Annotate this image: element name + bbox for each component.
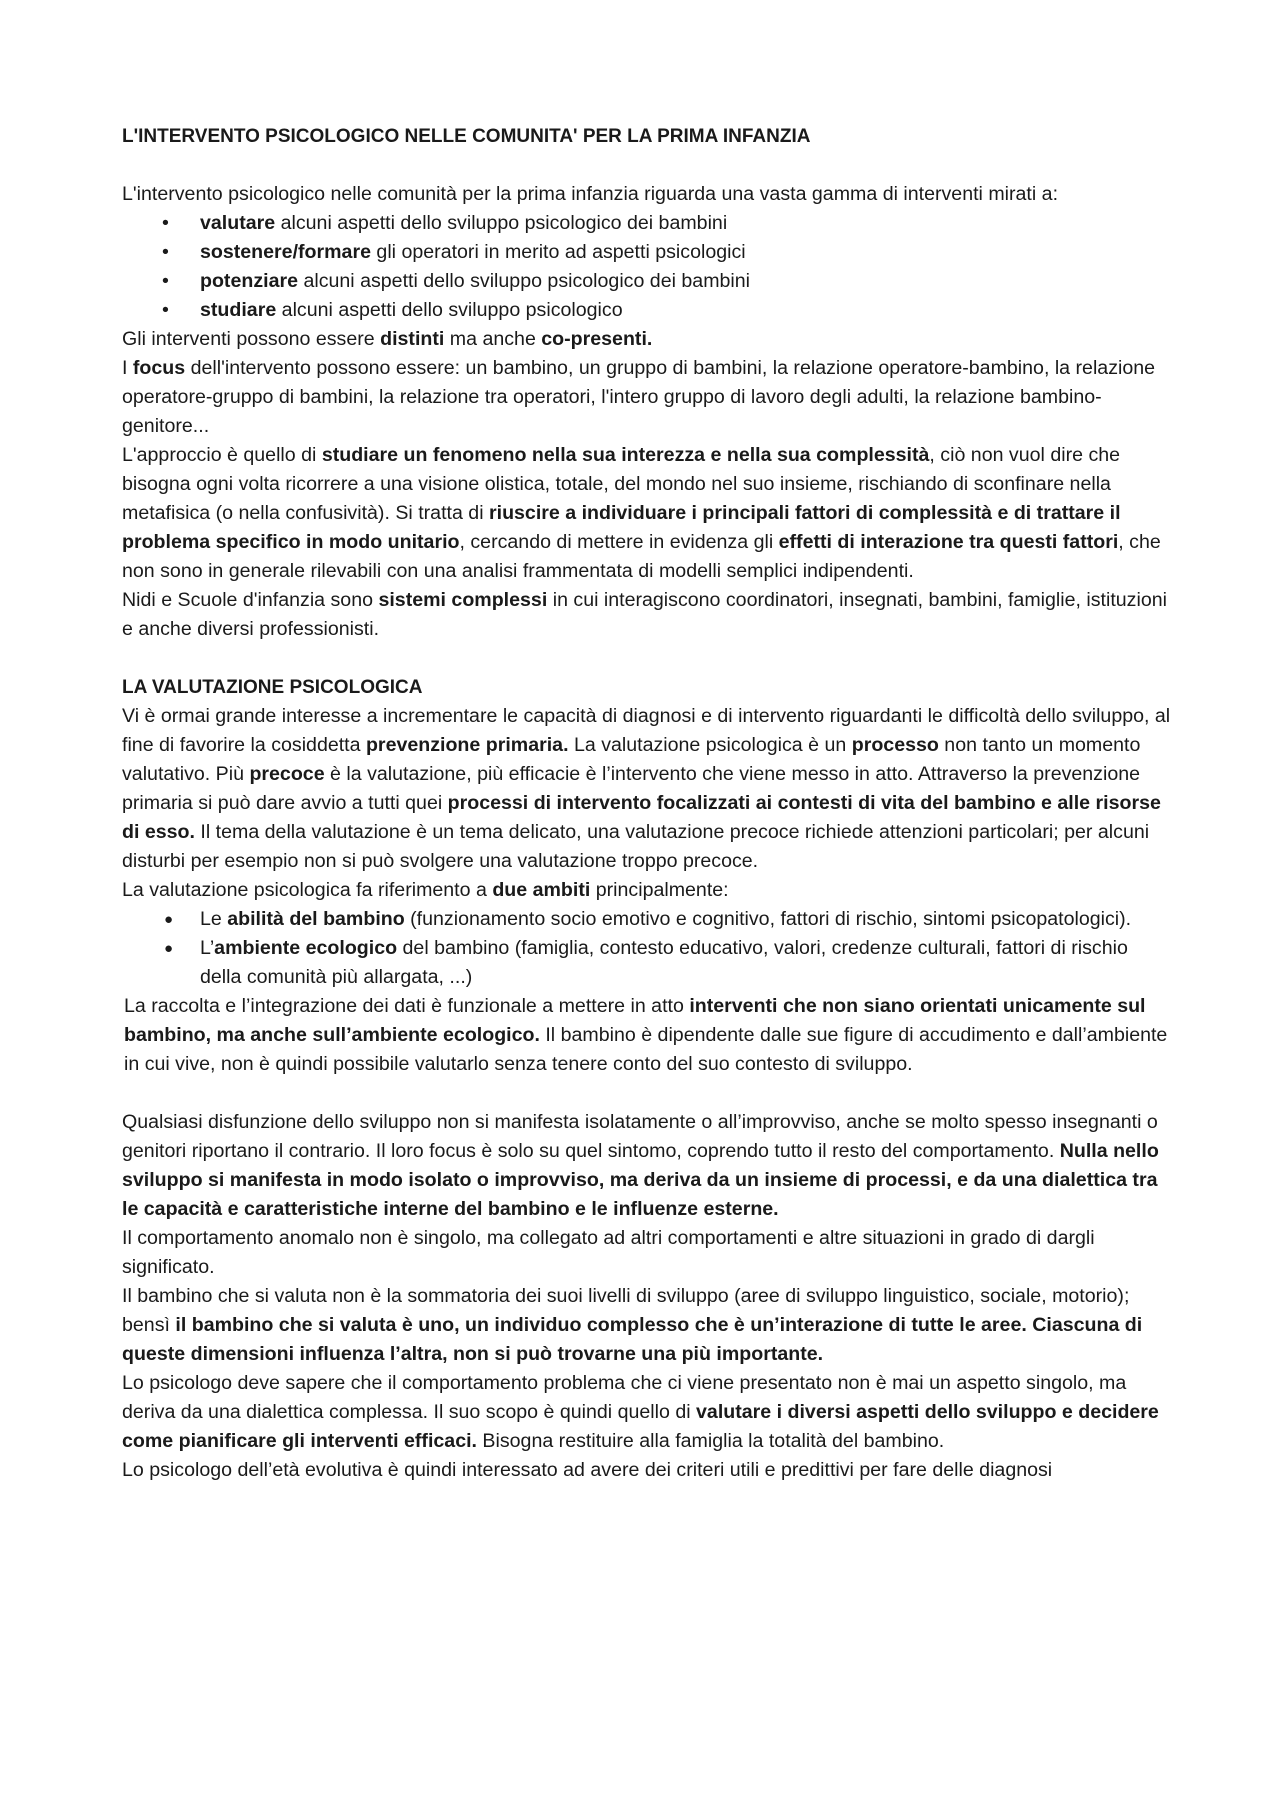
bold-term: valutare — [200, 212, 276, 234]
section-title: LA VALUTAZIONE PSICOLOGICA — [122, 677, 423, 698]
bold-term: potenziare — [200, 270, 298, 292]
ambiti-list — [122, 905, 1172, 992]
intro-paragraph: L'intervento psicologico nelle comunità per la prima infanzia riguarda una vasta gamma di interventi mirati a: — [122, 183, 1059, 205]
list-item — [122, 267, 1172, 296]
document-title: L'INTERVENTO PSICOLOGICO NELLE COMUNITA' PER LA PRIMA INFANZIA — [122, 126, 811, 147]
spacer — [122, 1079, 1172, 1108]
list-item — [122, 296, 1172, 325]
paragraph-sommatoria: Il bambino che si valuta non è la sommatoria dei suoi livelli di sviluppo (aree di sviluppo linguistico, sociale, motorio); bensì il bambino che si valuta è uno, un individuo complesso che è un’interazione di tutte le aree. Ciascuna di queste dimensioni influenza l’altra, non si può trovarne una più importante. — [122, 1285, 1143, 1365]
paragraph-nidi: Nidi e Scuole d'infanzia sono sistemi complessi in cui interagiscono coordinatori, insegnati, bambini, famiglie, istituzioni e anche diversi professionisti. — [122, 589, 1167, 640]
paragraph-valutazione: Vi è ormai grande interesse a incrementare le capacità di diagnosi e di intervento riguardanti le difficoltà dello sviluppo, al fine di favorire la cosiddetta prevenzione primaria. La valutazione psicologica è un processo non tanto un momento valutativo. Più precoce è la valutazione, più efficacie è l’intervento che viene messo in atto. Attraverso la prevenzione primaria si può dare avvio a tutti quei processi di intervento focalizzati ai contesti di vita del bambino e alle risorse di esso. Il tema della valutazione è un tema delicato, una valutazione precoce richiede attenzioni particolari; per alcuni disturbi per esempio non si può svolgere una valutazione troppo precoce. — [122, 705, 1171, 872]
paragraph-psicologo: Lo psicologo deve sapere che il comportamento problema che ci viene presentato non è mai un aspetto singolo, ma deriva da una dialettica complessa. Il suo scopo è quindi quello di valutare i diversi aspetti dello sviluppo e decidere come pianificare gli interventi efficaci. Bisogna restituire alla famiglia la totalità del bambino. — [122, 1372, 1159, 1452]
paragraph-approccio: L'approccio è quello di studiare un fenomeno nella sua interezza e nella sua complessità, ciò non vuol dire che bisogna ogni volta ricorrere a una visione olistica, totale, del mondo nel suo insieme, rischiando di sconfinare nella metafisica (o nella confusività). Si tratta di riuscire a individuare i principali fattori di complessità e di trattare il problema specifico in modo unitario, cercando di mettere in evidenza gli effetti di interazione tra questi fattori, che non sono in generale rilevabili con una analisi frammentata di modelli semplici indipendenti. — [122, 444, 1161, 582]
bold-term: sostenere/formare — [200, 241, 371, 263]
spacer — [122, 644, 1172, 673]
list-item: ● L’ambiente ecologico del bambino (famiglia, contesto educativo, valori, credenze culturali, fattori di rischio della comunità più allargata, ...) — [122, 934, 1172, 992]
item-text: gli operatori in merito ad aspetti psicologici — [370, 241, 746, 263]
item-text: alcuni aspetti dello sviluppo psicologico — [276, 299, 623, 321]
item-text: alcuni aspetti dello sviluppo psicologico dei bambini — [298, 270, 751, 292]
paragraph-anomalo: Il comportamento anomalo non è singolo, ma collegato ad altri comportamenti e altre situazioni in grado di dargli significato. — [122, 1227, 1095, 1278]
list-item — [122, 238, 1172, 267]
bold-term: studiare — [200, 299, 277, 321]
paragraph-ultimo: Lo psicologo dell’età evolutiva è quindi interessato ad avere dei criteri utili e predittivi per fare delle diagnosi — [122, 1459, 1053, 1481]
list-item — [122, 209, 1172, 238]
paragraph-ambiti: La valutazione psicologica fa riferimento a due ambiti principalmente: — [122, 879, 729, 901]
paragraph-raccolta: La raccolta e l’integrazione dei dati è funzionale a mettere in atto interventi che non siano orientati unicamente sul bambino, ma anche sull’ambiente ecologico. Il bambino è dipendente dalle sue figure di accudimento e dall’ambiente in cui vive, non è quindi possibile valutarlo senza tenere conto del suo contesto di sviluppo. — [124, 995, 1168, 1075]
document-page — [122, 122, 1172, 1485]
spacer — [122, 151, 1172, 180]
paragraph-disfunzione: Qualsiasi disfunzione dello sviluppo non si manifesta isolatamente o all’improvviso, anche se molto spesso insegnanti o genitori riportano il contrario. Il loro focus è solo su quel sintomo, coprendo tutto il resto del comportamento. Nulla nello sviluppo si manifesta in modo isolato o improvviso, ma deriva da un insieme di processi, e da una dialettica tra le capacità e caratteristiche interne del bambino e le influenze esterne. — [122, 1111, 1159, 1220]
aims-list — [122, 209, 1172, 325]
paragraph-distinti: Gli interventi possono essere distinti ma anche co-presenti. — [122, 328, 653, 350]
paragraph-focus: I focus dell'intervento possono essere: un bambino, un gruppo di bambini, la relazione operatore-bambino, la relazione operatore-gruppo di bambini, la relazione tra operatori, l'intero gruppo di lavoro degli adulti, la relazione bambino-genitore... — [122, 357, 1156, 437]
item-text: alcuni aspetti dello sviluppo psicologico dei bambini — [275, 212, 728, 234]
list-item: ● Le abilità del bambino (funzionamento socio emotivo e cognitivo, fattori di rischio, sintomi psicopatologici). — [122, 905, 1172, 934]
